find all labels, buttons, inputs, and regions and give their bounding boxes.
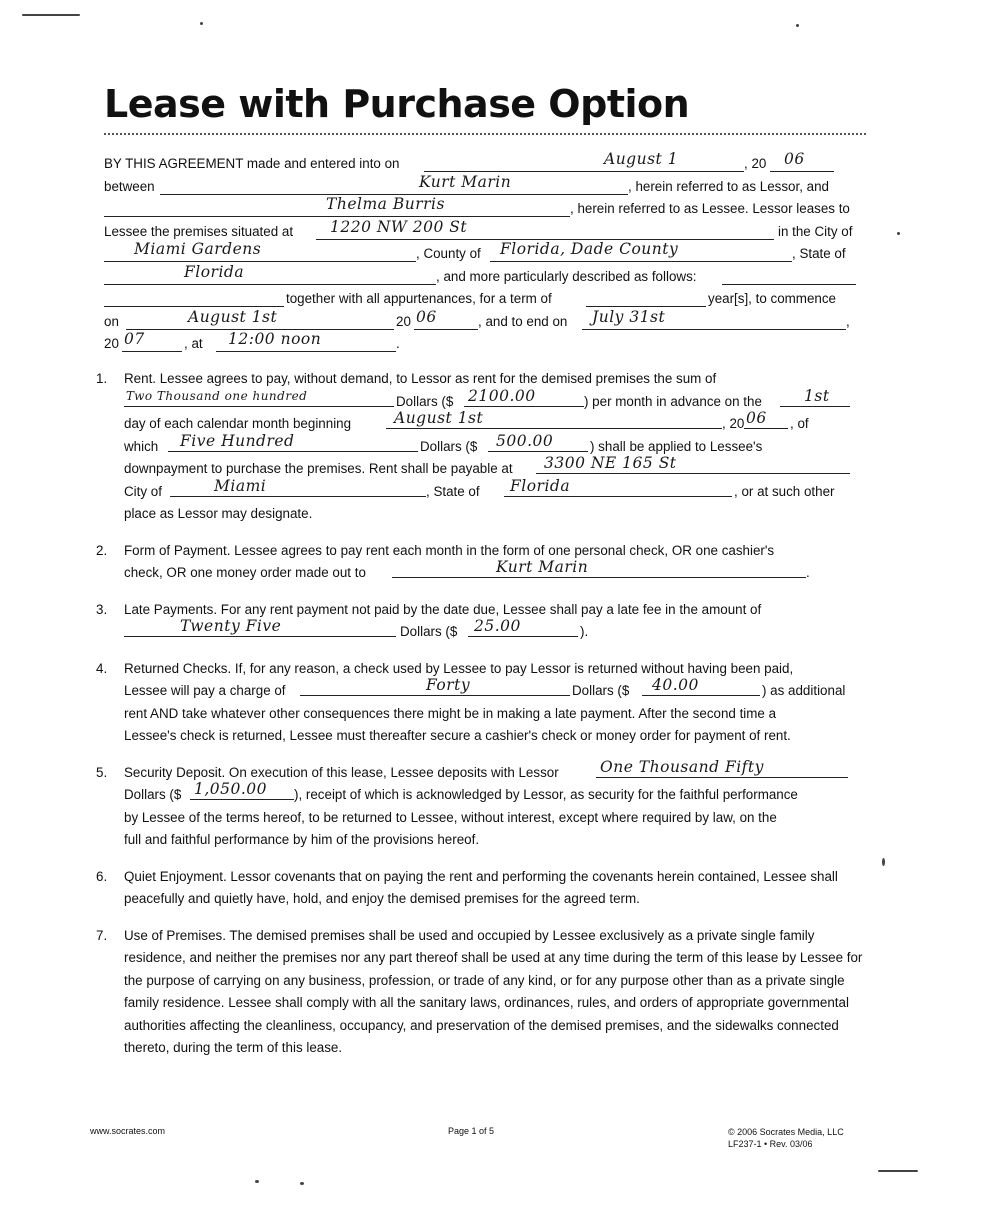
intro-line	[104, 172, 866, 202]
section-text: Late Payments. For any rent payment not paid by the date due, Lessee shall pay a late fee in the amount of	[124, 601, 762, 617]
intro-text: .	[396, 336, 400, 351]
scan-speck	[882, 858, 885, 866]
deposit-amount-value: 1,050.00	[194, 780, 268, 798]
footer-copyright: © 2006 Socrates Media, LLC	[728, 1127, 844, 1137]
intro-text: 20	[104, 336, 119, 351]
agreement-date-field[interactable]	[424, 156, 744, 172]
start-year-value: 06	[416, 307, 437, 326]
scan-speck	[897, 232, 900, 235]
section-text: , or at such other	[734, 483, 835, 499]
section-late-payments	[96, 599, 866, 644]
document-title: Lease with Purchase Option	[104, 82, 690, 126]
agreement-year-value: 06	[784, 150, 805, 168]
intro-text: , County of	[416, 246, 481, 261]
payment-city-value: Miami	[214, 476, 267, 495]
late-fee-words-value: Twenty Five	[180, 617, 282, 635]
section-text: ) as additional	[762, 683, 846, 698]
payment-city-field[interactable]	[170, 481, 426, 497]
premises-state-value: Florida	[184, 262, 245, 281]
intro-text: , herein referred to as Lessee. Lessor leases to	[570, 201, 850, 216]
intro-text: Lessee the premises situated at	[104, 223, 294, 239]
lease-sections	[96, 368, 866, 1074]
section-text: Dollars ($	[396, 393, 454, 409]
section-text: ) shall be applied to Lessee's	[590, 438, 763, 454]
returned-check-amount-value: 40.00	[652, 676, 699, 694]
section-returned-checks	[96, 658, 866, 748]
scan-speck	[796, 24, 799, 27]
payee-field[interactable]	[392, 562, 806, 578]
section-text: Lessee will pay a charge of	[124, 683, 286, 698]
section-text: Dollars ($	[400, 624, 458, 639]
footer-website: www.socrates.com	[90, 1126, 166, 1136]
section-number: 2.	[96, 542, 108, 558]
downpayment-amount-value: 500.00	[496, 431, 554, 450]
late-fee-amount-value: 25.00	[474, 617, 521, 635]
scan-mark	[878, 1170, 918, 1172]
intro-text: , State of	[792, 246, 846, 261]
intro-text: , at	[184, 336, 203, 351]
section-text: Use of Premises. The demised premises shall be used and occupied by Lessee exclusively as a private single family residence, and neither the premises nor any part thereof shall be used at any time during the term of this lease by Lessee for the purpose of carrying on any business, profession, or trade of any kind, or for any purpose other than as a private single family residence. Lessee shall comply with all the sanitary laws, ordinances, rules, and orders of appropriate governmental authorities affecting the cleanliness, occupancy, and preservation of the demised premises, and the sidewalks connected thereto, during the term of this lease.	[124, 927, 863, 1055]
section-form-of-payment	[96, 540, 866, 585]
rent-amount-value: 2100.00	[468, 386, 536, 405]
intro-text: in the City of	[778, 223, 853, 239]
returned-check-words-value: Forty	[426, 676, 471, 694]
section-text: , 20	[722, 416, 745, 431]
section-number: 6.	[96, 868, 108, 884]
lessor-name-field[interactable]	[160, 179, 628, 195]
section-text: rent AND take whatever other consequences there might be in making a late payment. After the second time a	[124, 705, 777, 721]
end-date-value: July 31st	[592, 307, 666, 326]
section-text: full and faithful performance by him of the provisions hereof.	[124, 832, 480, 847]
end-year-value: 07	[124, 330, 145, 348]
section-text: , of	[790, 416, 809, 431]
section-security-deposit	[96, 757, 866, 852]
section-text: check, OR one money order made out to	[124, 565, 366, 580]
section-text: Dollars ($	[420, 438, 478, 454]
section-text: Form of Payment. Lessee agrees to pay rent each month in the form of one personal check, OR one cashier's	[124, 542, 775, 558]
premises-address-value: 1220 NW 200 St	[330, 217, 468, 236]
rent-words-value: Two Thousand one hundred	[126, 388, 308, 403]
section-text: Rent. Lessee agrees to pay, without demand, to Lessor as rent for the demised premises the sum of	[124, 371, 717, 386]
section-text: , State of	[426, 483, 480, 499]
section-number: 3.	[96, 601, 108, 617]
section-text: Dollars ($	[124, 787, 182, 802]
rent-begin-value: August 1st	[394, 409, 484, 427]
payee-value: Kurt Marin	[496, 558, 589, 576]
intro-text: , and more particularly described as follows:	[436, 268, 697, 284]
section-number: 7.	[96, 927, 108, 943]
section-quiet-enjoyment	[96, 866, 866, 911]
section-use-of-premises	[96, 925, 866, 1060]
intro-text: BY THIS AGREEMENT made and entered into on	[104, 156, 400, 171]
lessor-name-value: Kurt Marin	[419, 172, 512, 191]
section-text: downpayment to purchase the premises. Rent shall be payable at	[124, 461, 513, 476]
intro-line	[104, 307, 866, 337]
agreement-date-value: August 1	[604, 150, 679, 168]
intro-text: year[s], to commence	[708, 291, 837, 306]
premises-description-field[interactable]	[722, 269, 856, 285]
section-text: Dollars ($	[572, 683, 630, 698]
section-text: ).	[580, 624, 589, 639]
intro-text: together with all appurtenances, for a term of	[286, 291, 552, 306]
rent-due-day-value: 1st	[804, 386, 830, 405]
section-text: Returned Checks. If, for any reason, a check used by Lessee to pay Lessor is returned without having been paid,	[124, 660, 794, 676]
section-text: Quiet Enjoyment. Lessor covenants that on paying the rent and performing the covenants herein contained, Lessee shall peacefully and quietly have, hold, and enjoy the demised premises for the agreed term.	[124, 868, 838, 906]
section-rent	[96, 368, 866, 526]
intro-text: on	[104, 313, 119, 329]
downpayment-words-value: Five Hundred	[180, 431, 295, 450]
section-text: day of each calendar month beginning	[124, 416, 352, 431]
payment-state-value: Florida	[510, 476, 571, 495]
premises-state-field[interactable]	[104, 269, 436, 285]
lease-term-field[interactable]	[586, 291, 706, 307]
intro-text: , herein referred to as Lessor, and	[628, 178, 829, 194]
payment-address-value: 3300 NE 165 St	[544, 454, 677, 472]
rent-begin-year-value: 06	[746, 409, 767, 427]
section-text: City of	[124, 483, 162, 499]
lessee-name-value: Thelma Burris	[326, 195, 445, 213]
footer-form-number: LF237-1 • Rev. 03/06	[728, 1139, 813, 1149]
scan-speck	[300, 1182, 304, 1185]
section-number: 1.	[96, 371, 108, 386]
section-text: ), receipt of which is acknowledged by Lessor, as security for the faithful performance	[294, 787, 798, 802]
intro-text: , 20	[744, 156, 767, 171]
footer-page-number: Page 1 of 5	[448, 1126, 495, 1136]
section-number: 4.	[96, 660, 108, 676]
section-text: ) per month in advance on the	[584, 393, 762, 409]
section-text: by Lessee of the terms hereof, to be returned to Lessee, without interest, except where required by law, on the	[124, 809, 777, 825]
deposit-words-value: One Thousand Fifty	[600, 757, 764, 776]
scan-speck	[255, 1180, 259, 1183]
scan-speck	[200, 22, 203, 25]
intro-line	[104, 262, 866, 292]
section-text: which	[124, 438, 159, 454]
intro-line	[104, 330, 866, 359]
intro-text: 20	[396, 313, 411, 329]
premises-city-value: Miami Gardens	[134, 240, 262, 258]
intro-text: , and to end on	[478, 313, 568, 329]
end-time-value: 12:00 noon	[228, 330, 322, 348]
intro-text: ,	[846, 313, 850, 329]
title-rule	[104, 133, 866, 135]
start-date-value: August 1st	[188, 307, 278, 326]
premises-county-value: Florida, Dade County	[500, 240, 679, 258]
footer-copyright-block	[728, 1126, 844, 1150]
premises-description-field-2[interactable]	[104, 291, 284, 307]
agreement-intro	[104, 150, 866, 359]
section-text: .	[806, 565, 810, 580]
section-number: 5.	[96, 764, 108, 780]
intro-line	[104, 195, 866, 224]
section-text: Security Deposit. On execution of this lease, Lessee deposits with Lessor	[124, 764, 559, 780]
scan-mark	[22, 14, 80, 16]
section-text: Lessee's check is returned, Lessee must thereafter secure a cashier's check or money order for payment of rent.	[124, 728, 791, 743]
intro-text: between	[104, 178, 155, 194]
section-text: place as Lessor may designate.	[124, 506, 313, 521]
